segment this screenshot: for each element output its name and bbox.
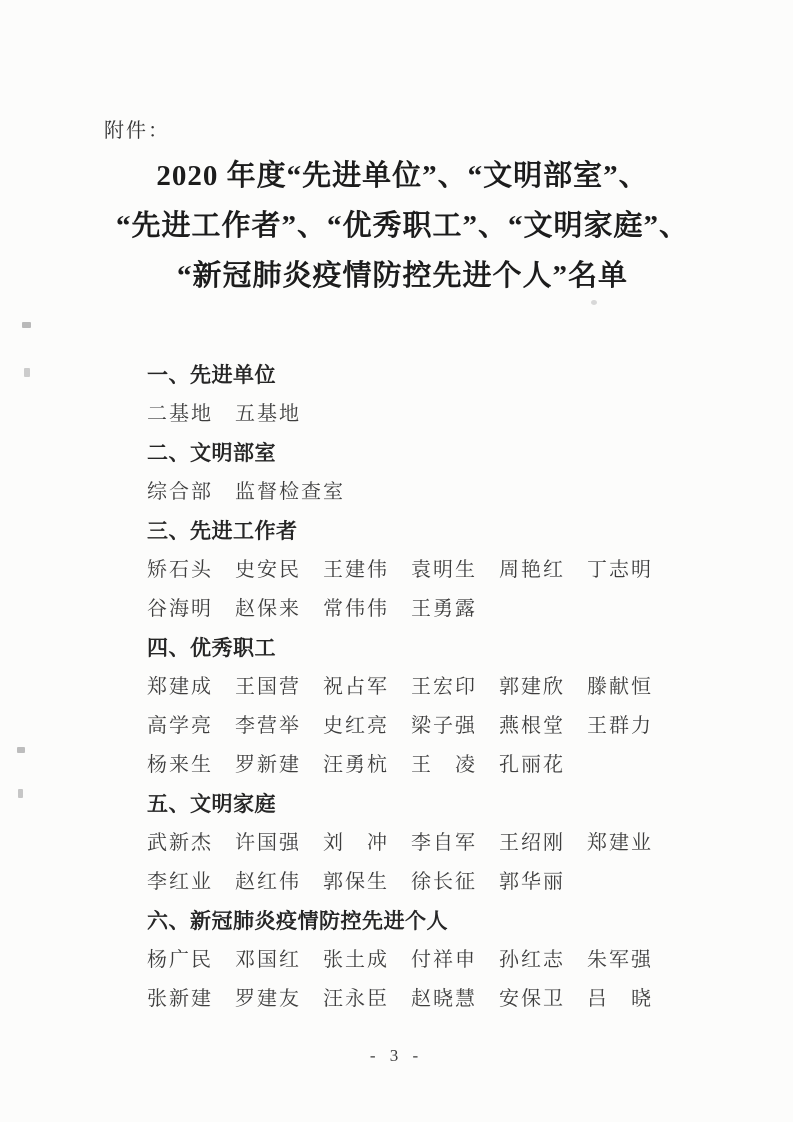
award-name: 赵红伟 — [235, 871, 301, 893]
award-name: 徐长征 — [411, 871, 477, 893]
award-name: 监督检查室 — [235, 481, 345, 503]
award-name: 史红亮 — [323, 715, 389, 737]
name-row — [147, 980, 717, 1019]
award-name: 许国强 — [235, 832, 301, 854]
name-row — [147, 473, 717, 512]
award-name: 罗建友 — [235, 988, 301, 1010]
award-name: 王建伟 — [323, 559, 389, 581]
award-name: 王 凌 — [411, 754, 477, 776]
scan-artifact — [18, 789, 23, 798]
award-name: 赵保来 — [235, 598, 301, 620]
award-name: 刘 冲 — [323, 832, 389, 854]
section-heading: 四、优秀职工 — [147, 637, 276, 660]
section-heading: 三、先进工作者 — [147, 520, 298, 543]
award-name: 郑建成 — [147, 676, 213, 698]
award-name: 王国营 — [235, 676, 301, 698]
award-name: 武新杰 — [147, 832, 213, 854]
award-name: 祝占军 — [323, 676, 389, 698]
section-heading: 一、先进单位 — [147, 364, 276, 387]
award-name: 汪永臣 — [323, 988, 389, 1010]
document-title — [12, 151, 793, 301]
award-name: 高学亮 — [147, 715, 213, 737]
award-name: 李营举 — [235, 715, 301, 737]
title-line-1: 2020 年度“先进单位”、“文明部室”、 — [156, 160, 649, 192]
name-row — [147, 395, 717, 434]
title-line-2: “先进工作者”、“优秀职工”、“文明家庭”、 — [115, 210, 689, 242]
award-name: 李自军 — [411, 832, 477, 854]
name-row — [147, 551, 717, 590]
scan-artifact — [591, 300, 597, 305]
name-row — [147, 863, 717, 902]
award-name: 吕 晓 — [587, 988, 653, 1010]
award-name: 郭建欣 — [499, 676, 565, 698]
attachment-label: 附件： — [104, 120, 170, 142]
award-name: 孔丽花 — [499, 754, 565, 776]
award-name: 朱军强 — [587, 949, 653, 971]
award-name: 燕根堂 — [499, 715, 565, 737]
award-name: 张土成 — [323, 949, 389, 971]
award-name: 孙红志 — [499, 949, 565, 971]
award-name: 罗新建 — [235, 754, 301, 776]
award-name: 郭华丽 — [499, 871, 565, 893]
name-row — [147, 707, 717, 746]
award-sections — [147, 356, 717, 1019]
section-heading: 六、新冠肺炎疫情防控先进个人 — [147, 910, 448, 933]
award-name: 丁志明 — [587, 559, 653, 581]
award-name: 史安民 — [235, 559, 301, 581]
award-name: 二基地 — [147, 403, 213, 425]
name-row — [147, 746, 717, 785]
name-row — [147, 668, 717, 707]
award-name: 综合部 — [147, 481, 213, 503]
award-name: 郑建业 — [587, 832, 653, 854]
award-name: 王宏印 — [411, 676, 477, 698]
award-name: 赵晓慧 — [411, 988, 477, 1010]
award-name: 杨来生 — [147, 754, 213, 776]
award-name: 王群力 — [587, 715, 653, 737]
award-name: 邓国红 — [235, 949, 301, 971]
section-heading: 五、文明家庭 — [147, 793, 276, 816]
award-name: 杨广民 — [147, 949, 213, 971]
award-name: 郭保生 — [323, 871, 389, 893]
scan-artifact — [17, 747, 25, 753]
page-number: - 3 - — [369, 1046, 424, 1065]
award-name: 王勇露 — [411, 598, 477, 620]
award-name: 李红业 — [147, 871, 213, 893]
award-name: 汪勇杭 — [323, 754, 389, 776]
award-name: 周艳红 — [499, 559, 565, 581]
award-name: 梁子强 — [411, 715, 477, 737]
award-name: 五基地 — [235, 403, 301, 425]
name-row — [147, 590, 717, 629]
award-name: 常伟伟 — [323, 598, 389, 620]
award-name: 谷海明 — [147, 598, 213, 620]
award-name: 滕献恒 — [587, 676, 653, 698]
award-name: 付祥申 — [411, 949, 477, 971]
award-name: 矫石头 — [147, 559, 213, 581]
name-row — [147, 941, 717, 980]
award-name: 安保卫 — [499, 988, 565, 1010]
name-row — [147, 824, 717, 863]
scan-artifact — [24, 368, 30, 377]
scan-artifact — [22, 322, 31, 328]
section-heading: 二、文明部室 — [147, 442, 276, 465]
award-name: 王绍刚 — [499, 832, 565, 854]
award-name: 张新建 — [147, 988, 213, 1010]
title-line-3: “新冠肺炎疫情防控先进个人”名单 — [176, 260, 628, 292]
award-name: 袁明生 — [411, 559, 477, 581]
